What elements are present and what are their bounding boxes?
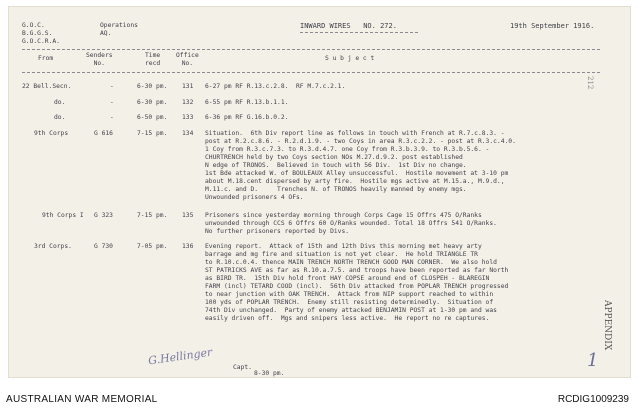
row-5-senders: G 323 — [94, 212, 113, 219]
col-from: From — [38, 55, 54, 62]
capt-label: Capt. — [233, 364, 252, 371]
archive-id: RCDIG1009239 — [557, 394, 629, 405]
capt-time: 8-30 pm. — [254, 370, 285, 377]
corner-mark: 212 — [586, 76, 594, 90]
row-6-subject: Evening report. Attack of 15th and 12th Divs this morning met heavy arty barrage and mg fire and situation is not yet clear. He hold TRIANGLE TR to R.10.c.0.4. thence MAIN TRENCH NORTH TRENCH GOOD MAN CORNER. We also hold ST PATRICKS AVE as far as R.10.a.7.5. and troops have been reported as far North as BIRD TR. 15th Div hold front HAY COPSE around end of CLOSPEH - BLAREGIN FARM (incl) TETARD COOD (incl). 56th Div attacked from POPLAR TRENCH progressed to near junction with OAK TRENCH. Attack from NIP support reached to within 100 yds of POPLAR TRENCH. Enemy still resisting determinedly. Situation of 74th Div unchanged. Party of enemy attacked BENJAMIN POST at 1-30 pm and was easily driven off. Mgs and snipers less active. He report no re captures. — [205, 243, 509, 322]
col-time-recd: Time recd — [145, 52, 161, 67]
row-1-time: 6-30 pm. — [137, 83, 168, 90]
row-1-subject: 6-27 pm RF R.13.c.2.8. RF M.7.c.2.1. — [205, 83, 346, 90]
addressee-3: G.O.C.R.A. — [22, 38, 60, 45]
row-3-senders: - — [110, 114, 114, 121]
row-2-senders: - — [110, 99, 114, 106]
dept-operations: Operations — [100, 22, 138, 29]
document-date: 19th September 1916. — [510, 22, 595, 30]
row-4-from: 9th Corps — [34, 130, 69, 137]
row-6-from: 3rd Corps. — [34, 243, 72, 250]
row-6-senders: G 730 — [94, 243, 113, 250]
row-1-from: 22 Bell.Secn. — [22, 83, 72, 90]
title-underline — [300, 32, 418, 33]
row-5-from: 9th Corps I — [42, 212, 84, 219]
header-rule-bottom — [22, 72, 600, 73]
row-3-time: 6-50 pm. — [137, 114, 168, 121]
row-4-senders: G 616 — [94, 130, 113, 137]
row-3-subject: 6-36 pm RF G.16.b.0.2. — [205, 114, 289, 121]
col-subject: S u b j e c t — [325, 55, 375, 62]
col-senders-no: Senders No. — [86, 52, 113, 67]
dept-aq: AQ. — [100, 30, 112, 37]
addressee-1: G.O.C. — [22, 22, 45, 29]
row-2-from: do. — [54, 99, 66, 106]
archive-name: AUSTRALIAN WAR MEMORIAL — [6, 394, 158, 405]
row-1-senders: - — [110, 83, 114, 90]
row-5-time: 7-15 pm. — [137, 212, 168, 219]
stamp-number: 1 — [587, 350, 599, 371]
row-3-office: 133 — [182, 114, 194, 121]
row-2-office: 132 — [182, 99, 194, 106]
row-1-office: 131 — [182, 83, 194, 90]
signature-handwritten: G.Hellinger — [147, 345, 214, 368]
row-4-office: 134 — [182, 130, 194, 137]
header-rule-top — [22, 49, 600, 50]
row-3-from: do. — [54, 114, 66, 121]
row-6-office: 136 — [182, 243, 194, 250]
addressee-2: B.G.G.S. — [22, 30, 53, 37]
row-2-subject: 6-55 pm RF R.13.b.1.1. — [205, 99, 289, 106]
row-4-subject: Situation. 6th Div report line as follows in touch with French at R.7.c.8.3. - post at R.2.c.8.6. - R.2.d.1.9. - two Coys in area R.3.c.2.2. - post at R.3.c.4.0. 1 Coy from R.3.c.7.3. to R.3.d.4.7. one Coy from R.3.b.3.9. to R.3.b.5.6. - CHURTRENCH held by two Coys section NOs M.27.d.9.2. post established N edge of TRONOS. Believed in touch with 56 Div. 1st Div no change. 1st Bde attacked W. of BOULEAUX Alley unsuccessful. Hostile movement at 3-10 pm about M.18.cent dispersed by arty fire. Hostile mgs active at M.15.a., M.9.d., M.11.c. and D. Trenches N. of TRONOS heavily manned by enemy mgs. Unwounded prisoners 4 OFs. — [205, 130, 516, 201]
row-6-time: 7-05 pm. — [137, 243, 168, 250]
col-office-no: Office No. — [176, 52, 199, 67]
row-5-subject: Prisoners since yesterday morning through Corps Cage 15 Offrs 475 O/Ranks unwounded through CCS 6 Offrs 60 O/Ranks wounded. Total 18 Offrs 541 O/Ranks. No further prisoners reported by Divs. — [205, 212, 497, 235]
row-2-time: 6-30 pm. — [137, 99, 168, 106]
row-5-office: 135 — [182, 212, 194, 219]
page-title: INWARD WIRES NO. 272. — [300, 22, 397, 30]
row-4-time: 7-15 pm. — [137, 130, 168, 137]
appendix-mark: APPENDIX — [602, 300, 612, 351]
archive-footer — [0, 386, 639, 412]
